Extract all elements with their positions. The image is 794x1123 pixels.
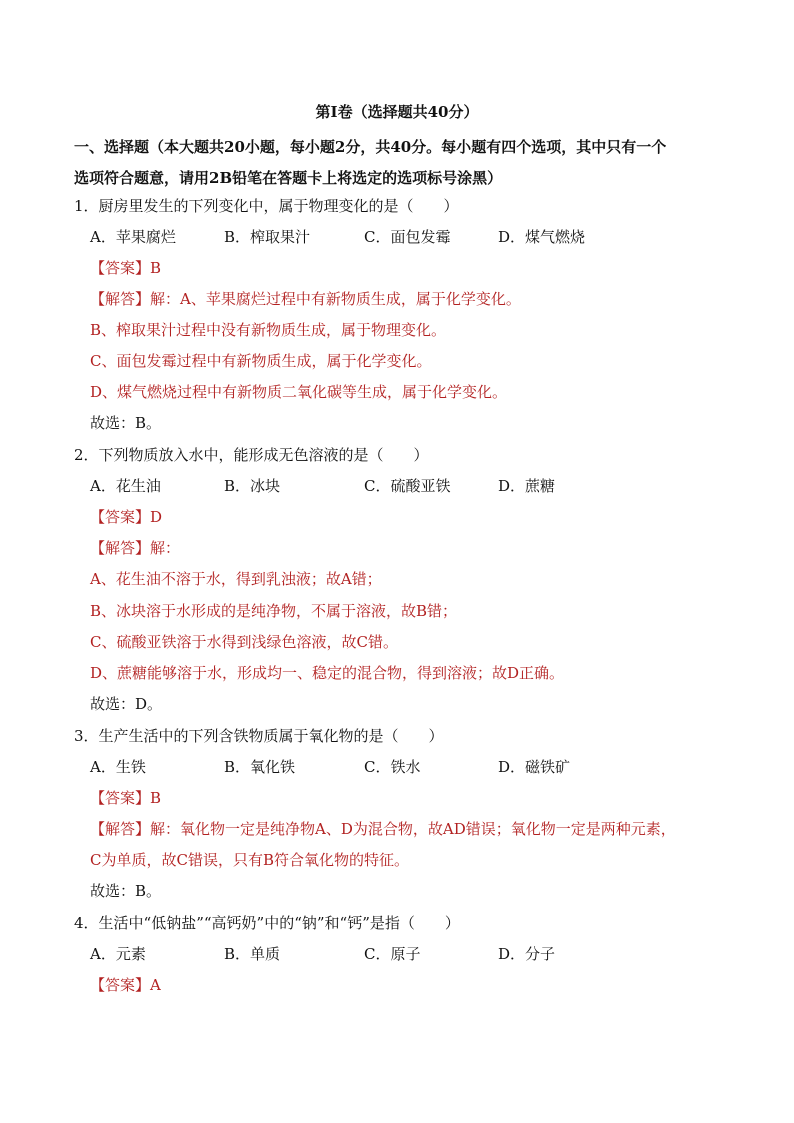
question-1-conclusion: 故选：B。 xyxy=(90,414,162,432)
section-line-1: 一、选择题（本大题共20小题，每小题2分，共40分。每小题有四个选项，其中只有一个 xyxy=(74,138,667,156)
question-4-option-d: D．分子 xyxy=(498,945,556,963)
answer-value: A xyxy=(150,976,161,994)
question-2-option-a: A．花生油 xyxy=(90,477,161,495)
question-2-option-c: C．硫酸亚铁 xyxy=(364,477,451,495)
question-4-stem: 4．生活中“低钠盐”“高钙奶”中的“钠”和“钙”是指（ ） xyxy=(74,914,460,932)
section-instructions xyxy=(74,132,724,194)
question-2-option-b: B．冰块 xyxy=(224,477,281,495)
answer-tag: 【答案】 xyxy=(90,976,151,994)
page-title: 第Ⅰ卷（选择题共40分） xyxy=(315,103,479,121)
question-2-answer xyxy=(90,506,162,528)
question-1-option-d: D．煤气燃烧 xyxy=(498,228,586,246)
question-4-answer xyxy=(90,974,161,996)
explain-tag: 【解答】 xyxy=(90,539,151,557)
question-1-explain-line-2: C、面包发霉过程中有新物质生成，属于化学变化。 xyxy=(90,352,432,370)
answer-value: D xyxy=(150,508,163,526)
explain-head: 解：A、苹果腐烂过程中有新物质生成，属于化学变化。 xyxy=(150,290,521,308)
explain-tag: 【解答】 xyxy=(90,290,151,308)
question-1-option-c: C．面包发霉 xyxy=(364,228,451,246)
question-4-option-b: B．单质 xyxy=(224,945,281,963)
answer-tag: 【答案】 xyxy=(90,789,151,807)
question-1-option-b: B．榨取果汁 xyxy=(224,228,311,246)
question-3-option-d: D．磁铁矿 xyxy=(498,758,571,776)
question-3-explain xyxy=(90,818,676,840)
question-1-explain xyxy=(90,288,521,310)
explain-head: 解：氧化物一定是纯净物A、D为混合物，故AD错误；氧化物一定是两种元素， xyxy=(150,820,676,838)
question-2-explain-line-4: D、蔗糖能够溶于水，形成均一、稳定的混合物，得到溶液；故D正确。 xyxy=(90,664,565,682)
question-2-explain-line-1: A、花生油不溶于水，得到乳浊液；故A错； xyxy=(90,570,382,588)
question-3-option-b: B．氧化铁 xyxy=(224,758,296,776)
question-1-option-a: A．苹果腐烂 xyxy=(90,228,176,246)
question-2-explain xyxy=(90,537,180,559)
explain-tag: 【解答】 xyxy=(90,820,151,838)
question-3-conclusion: 故选：B。 xyxy=(90,882,162,900)
question-1-stem: 1．厨房里发生的下列变化中，属于物理变化的是（ ） xyxy=(74,197,459,215)
question-4-option-a: A．元素 xyxy=(90,945,146,963)
question-2-explain-line-2: B、冰块溶于水形成的是纯净物，不属于溶液，故B错； xyxy=(90,602,458,620)
question-3-explain-line-1: C为单质，故C错误，只有B符合氧化物的特征。 xyxy=(90,851,409,869)
question-1-explain-line-1: B、榨取果汁过程中没有新物质生成，属于物理变化。 xyxy=(90,321,447,339)
answer-tag: 【答案】 xyxy=(90,508,151,526)
question-2-option-d: D．蔗糖 xyxy=(498,477,556,495)
section-line-2: 选项符合题意，请用2B铅笔在答题卡上将选定的选项标号涂黑） xyxy=(74,169,503,187)
question-2-stem: 2．下列物质放入水中，能形成无色溶液的是（ ） xyxy=(74,446,429,464)
question-3-stem: 3．生产生活中的下列含铁物质属于氧化物的是（ ） xyxy=(74,727,444,745)
question-3-option-c: C．铁水 xyxy=(364,758,421,776)
explain-head: 解： xyxy=(150,539,181,557)
answer-tag: 【答案】 xyxy=(90,259,151,277)
question-3-option-a: A．生铁 xyxy=(90,758,146,776)
question-1-answer xyxy=(90,257,161,279)
answer-value: B xyxy=(150,789,162,807)
question-1-explain-line-3: D、煤气燃烧过程中有新物质二氧化碳等生成，属于化学变化。 xyxy=(90,383,508,401)
question-2-explain-line-3: C、硫酸亚铁溶于水得到浅绿色溶液，故C错。 xyxy=(90,633,398,651)
question-3-answer xyxy=(90,787,161,809)
question-2-conclusion: 故选：D。 xyxy=(90,695,163,713)
answer-value: B xyxy=(150,259,162,277)
question-4-option-c: C．原子 xyxy=(364,945,421,963)
